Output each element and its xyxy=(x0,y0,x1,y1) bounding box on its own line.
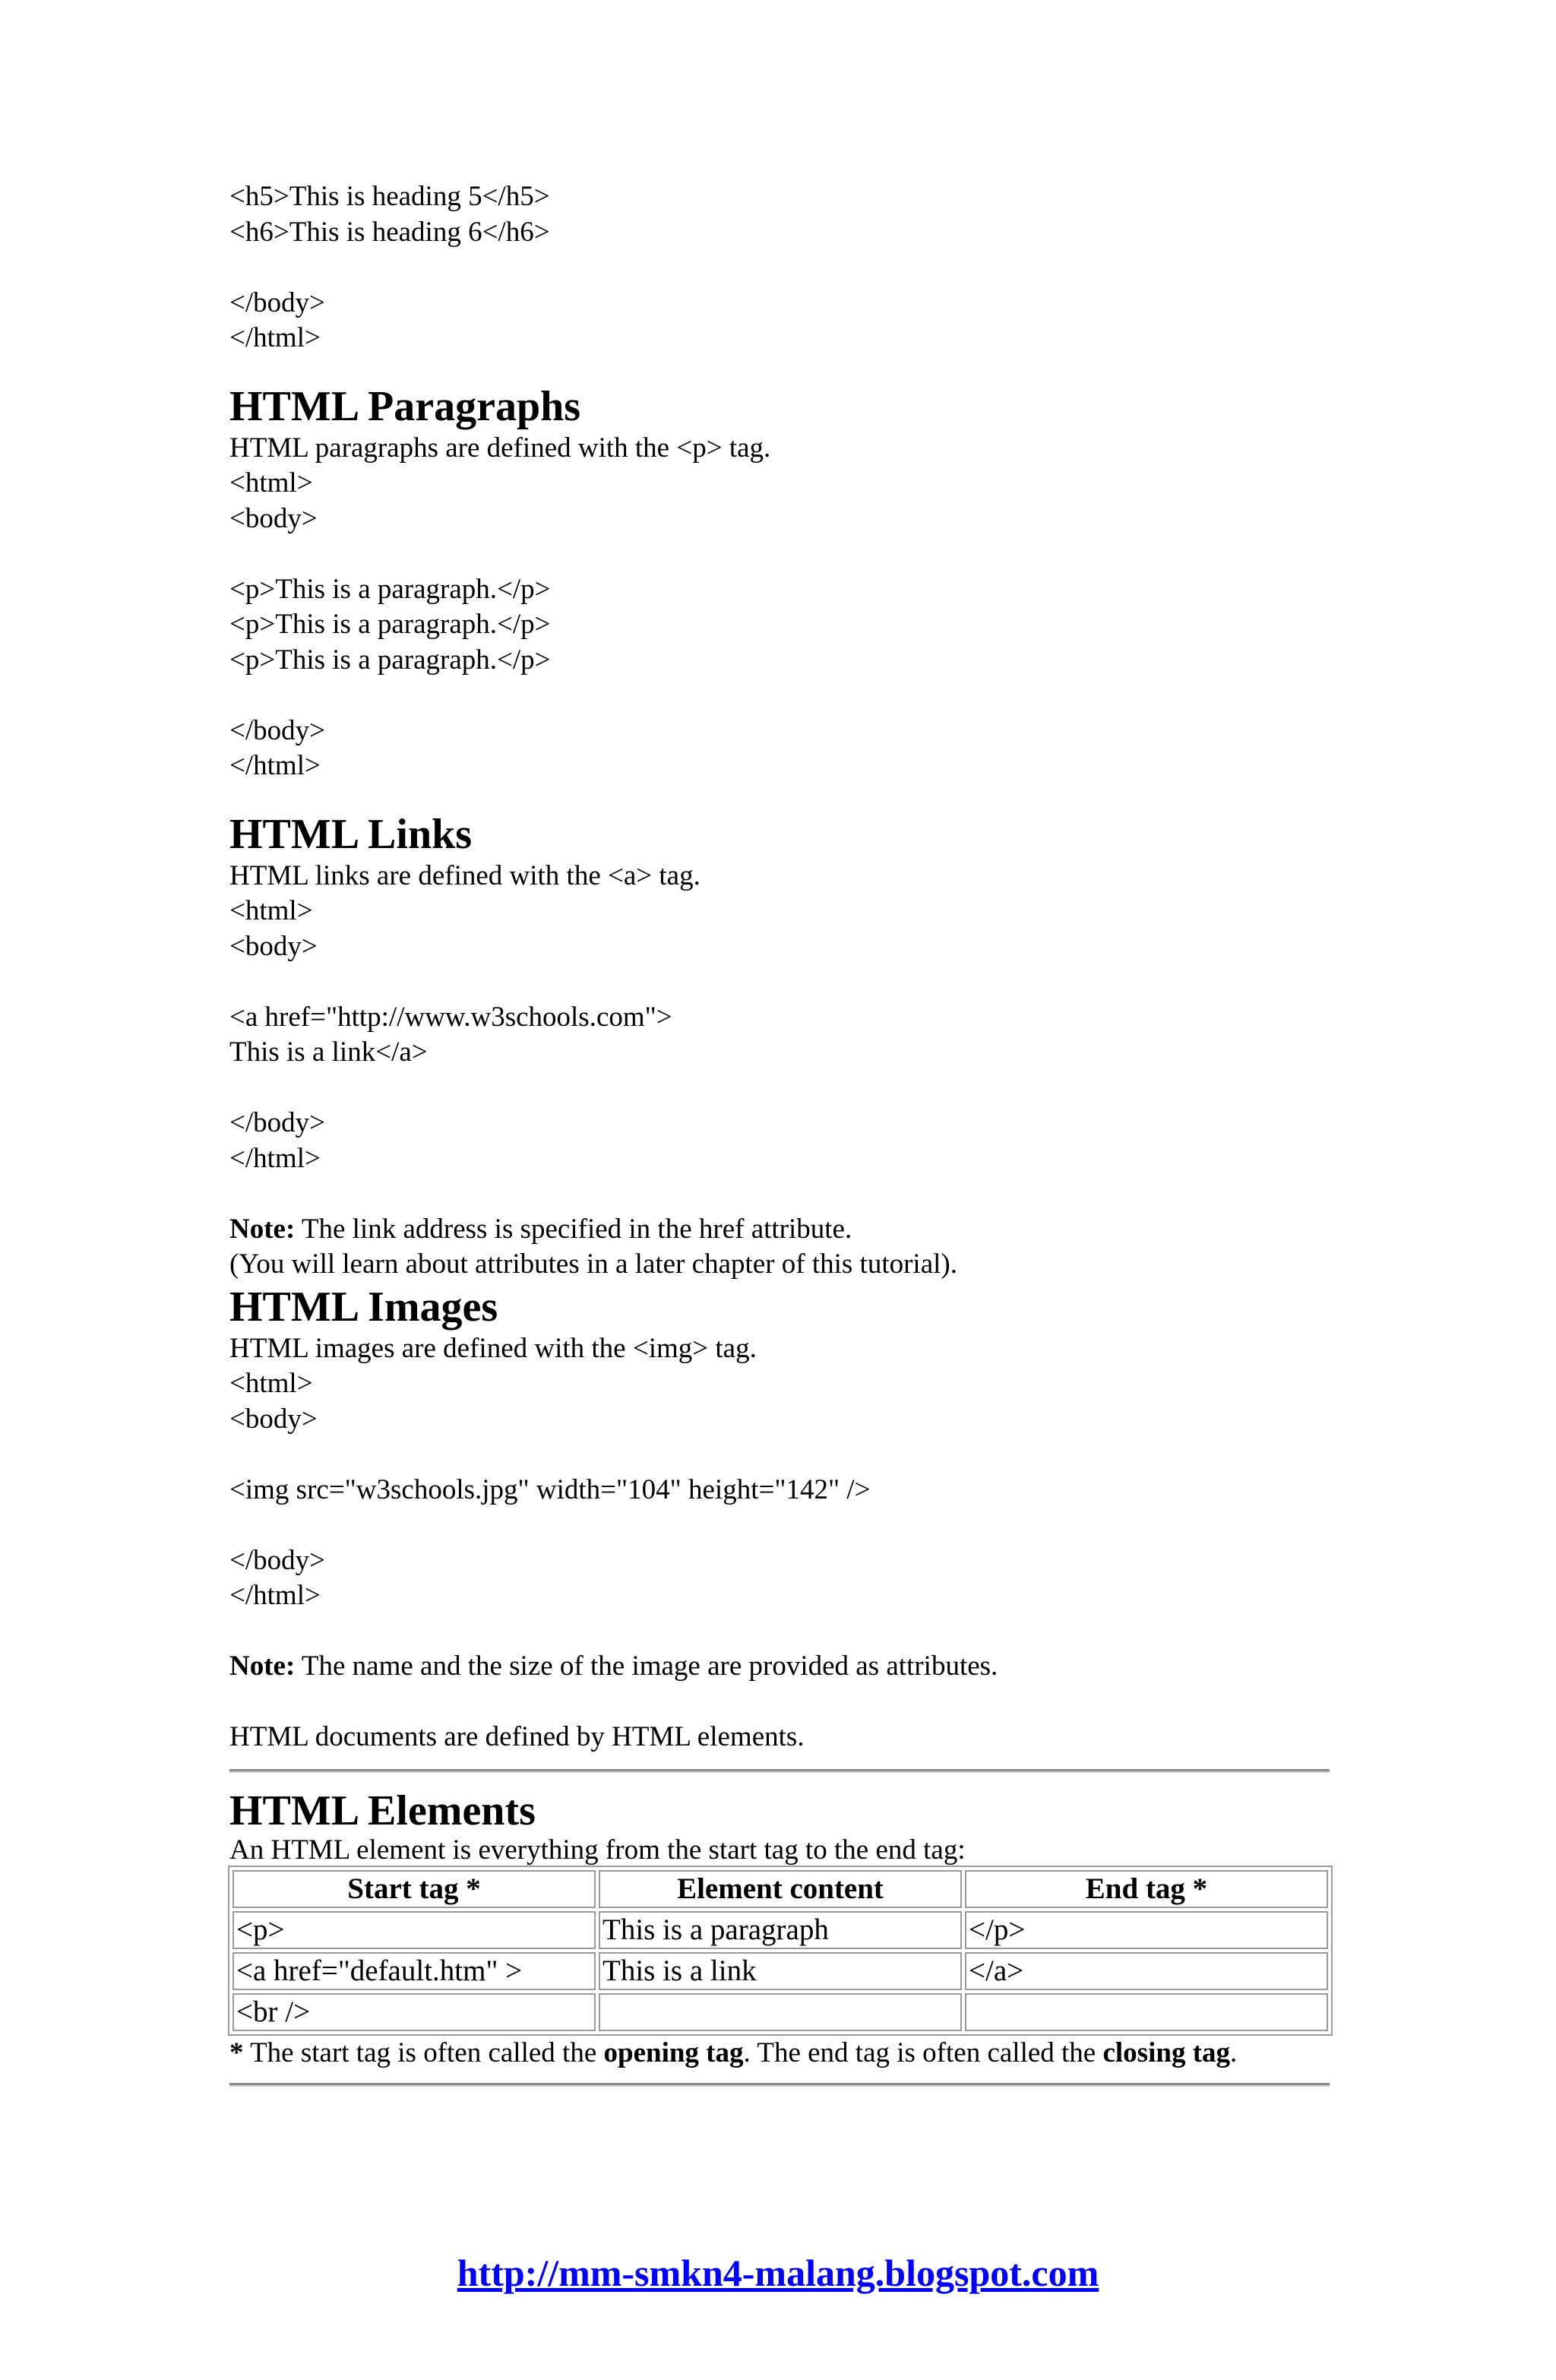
blank-line xyxy=(229,964,1331,1000)
code-line: <p>This is a paragraph.</p> xyxy=(229,609,551,640)
table-header-cell: End tag * xyxy=(965,1870,1328,1908)
code-line: <p>This is a paragraph.</p> xyxy=(229,644,551,676)
spacer xyxy=(229,784,1331,810)
note-label: Note: xyxy=(229,1650,296,1682)
table-cell: <p> xyxy=(232,1911,596,1949)
blank-line xyxy=(229,1176,1331,1212)
elements-table xyxy=(228,1866,1333,2036)
code-line: </body> xyxy=(229,714,326,746)
code-line: </html> xyxy=(229,750,321,781)
code-line: </html> xyxy=(229,322,321,353)
code-line: </html> xyxy=(229,1580,321,1611)
table-row xyxy=(232,1911,1328,1949)
code-line: <html> xyxy=(229,895,313,926)
blank-line xyxy=(229,1685,1331,1720)
code-line: <html> xyxy=(229,467,313,498)
table-cell: </p> xyxy=(965,1911,1328,1949)
table-cell: This is a link xyxy=(599,1952,962,1990)
spacer xyxy=(229,1773,1331,1787)
table-header-cell: Start tag * xyxy=(232,1870,596,1908)
blank-line xyxy=(229,1437,1331,1473)
code-line: <a href="http://www.w3schools.com"> xyxy=(229,1001,672,1033)
table-row xyxy=(232,1952,1328,1990)
footnote-bold: opening tag xyxy=(603,2037,744,2068)
links-heading: HTML Links xyxy=(229,810,473,858)
blank-line xyxy=(229,536,1331,572)
links-note xyxy=(229,1212,1331,1248)
table-cell: </a> xyxy=(965,1952,1328,1990)
horizontal-rule xyxy=(229,2083,1330,2087)
note-text: The link address is specified in the href attribute. xyxy=(295,1213,852,1245)
code-line: <body> xyxy=(229,1403,318,1435)
images-closing-text: HTML documents are defined by HTML elements. xyxy=(229,1721,805,1752)
footer-url-link[interactable]: http://mm-smkn4-malang.blogspot.com xyxy=(457,2252,1099,2294)
paragraphs-description: HTML paragraphs are defined with the <p> tag. xyxy=(229,432,771,464)
links-note-line-2: (You will learn about attributes in a later chapter of this tutorial). xyxy=(229,1249,957,1280)
table-header-cell: Element content xyxy=(599,1870,962,1908)
blank-line xyxy=(229,1508,1331,1543)
footnote-bold: closing tag xyxy=(1102,2037,1231,2068)
table-cell: This is a paragraph xyxy=(599,1911,962,1949)
table-cell: <br /> xyxy=(232,1993,596,2031)
blank-line xyxy=(229,250,1331,286)
table-footnote xyxy=(229,2036,1331,2071)
table-cell: <a href="default.htm" > xyxy=(232,1952,596,1990)
spacer xyxy=(229,2071,1331,2083)
blank-line xyxy=(229,1614,1331,1650)
footnote-star: * xyxy=(229,2037,244,2068)
code-line: This is a link</a> xyxy=(229,1037,428,1068)
elements-description: An HTML element is everything from the start tag to the end tag: xyxy=(229,1834,966,1866)
elements-heading: HTML Elements xyxy=(229,1787,536,1834)
footnote-text: . xyxy=(1230,2037,1238,2068)
spacer xyxy=(229,1755,1331,1769)
links-description: HTML links are defined with the <a> tag. xyxy=(229,859,701,891)
images-note xyxy=(229,1649,1331,1685)
images-description: HTML images are defined with the <img> tag. xyxy=(229,1332,757,1364)
code-line: </body> xyxy=(229,1544,326,1576)
code-line: <body> xyxy=(229,930,318,962)
footnote-text: . The end tag is often called the xyxy=(743,2037,1103,2068)
table-row xyxy=(232,1993,1328,2031)
spacer xyxy=(229,356,1331,382)
code-line: <img src="w3schools.jpg" width="104" height="142" /> xyxy=(229,1473,871,1505)
blank-line xyxy=(229,1071,1331,1106)
code-line: <body> xyxy=(229,502,318,534)
code-line: <p>This is a paragraph.</p> xyxy=(229,573,551,605)
document-body xyxy=(229,179,1331,2087)
table-cell xyxy=(965,1993,1328,2031)
code-line: <h5>This is heading 5</h5> xyxy=(229,181,550,212)
blank-line xyxy=(229,678,1331,714)
paragraphs-heading: HTML Paragraphs xyxy=(229,382,581,430)
images-heading: HTML Images xyxy=(229,1283,498,1331)
code-line: </body> xyxy=(229,286,326,318)
code-line: <html> xyxy=(229,1368,313,1399)
note-label: Note: xyxy=(229,1213,296,1245)
table-cell xyxy=(599,1993,962,2031)
footnote-text: The start tag is often called the xyxy=(243,2037,604,2068)
code-line: </body> xyxy=(229,1107,326,1138)
note-text: The name and the size of the image are provided as attributes. xyxy=(295,1650,998,1682)
code-line: </html> xyxy=(229,1142,321,1174)
code-line: <h6>This is heading 6</h6> xyxy=(229,216,550,248)
table-header-row xyxy=(232,1870,1328,1908)
